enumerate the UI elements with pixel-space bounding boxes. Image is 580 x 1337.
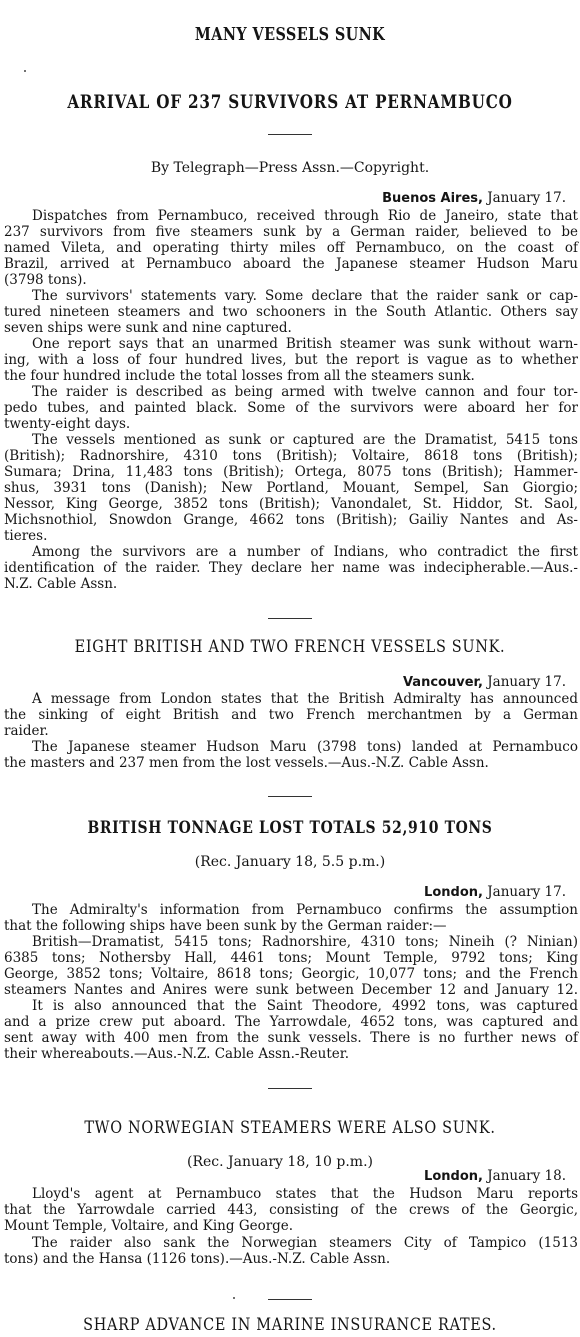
text-line: tieres.	[4, 528, 48, 544]
headline-british-tonnage-lost: BRITISH TONNAGE LOST TOTALS 52,910 TONS	[87, 818, 493, 838]
text-line: One report says that an unarmed British steamer was sunk without warn-	[32, 336, 578, 352]
text-line: 237 survivors from five steamers sunk by a German raider, believed to be	[4, 224, 578, 240]
text-line: British—Dramatist, 5415 tons; Radnorshire, 4310 tons; Nineih (? Ninian)	[32, 934, 578, 950]
text-line: that the Yarrowdale carried 443, consisting of the crews of the Georgic,	[4, 1202, 578, 1218]
text-line: pedo tubes, and painted black. Some of the survivors were aboard her for	[4, 400, 578, 416]
section-rule	[268, 796, 312, 797]
text-line: their whereabouts.—Aus.-N.Z. Cable Assn.-Reuter.	[4, 1046, 349, 1062]
dateline-london	[424, 1169, 566, 1184]
text-line: ing, with a loss of four hundred lives, but the report is vague as to whether	[4, 352, 578, 368]
received-time: (Rec. January 18, 5.5 p.m.)	[194, 854, 386, 870]
text-line: (3798 tons).	[4, 272, 87, 288]
text-line: the sinking of eight British and two French merchantmen by a German	[4, 707, 578, 723]
text-line: Michsnothiol, Snowdon Grange, 4662 tons (British); Gailiy Nantes and As-	[4, 512, 578, 528]
text-line: (British); Radnorshire, 4310 tons (British); Voltaire, 8618 tons (British);	[4, 448, 578, 464]
text-line: steamers Nantes and Anires were sunk between December 12 and January 12.	[4, 982, 578, 998]
text-line: seven ships were sunk and nine captured.	[4, 320, 292, 336]
dateline-date: January 18.	[487, 1168, 566, 1184]
text-line: named Vileta, and operating thirty miles off Pernambuco, on the coast of	[4, 240, 578, 256]
text-line: Nessor, King George, 3852 tons (British); Vanondalet, St. Hiddor, St. Saol,	[4, 496, 578, 512]
dateline-place: London,	[424, 885, 483, 900]
text-line: tons) and the Hansa (1126 tons).—Aus.-N.Z. Cable Assn.	[4, 1251, 391, 1267]
print-speck	[24, 70, 26, 72]
text-line: The Japanese steamer Hudson Maru (3798 tons) landed at Pernambuco	[32, 739, 578, 755]
text-line: that the following ships have been sunk by the German raider:—	[4, 918, 447, 934]
headline-many-vessels-sunk: MANY VESSELS SUNK	[194, 24, 386, 45]
section-rule	[268, 1088, 312, 1089]
dateline-date: January 17.	[487, 190, 566, 206]
text-line: 6385 tons; Nothersby Hall, 4461 tons; Mount Temple, 9792 tons; King	[4, 950, 578, 966]
dateline-london	[424, 885, 566, 900]
text-line: The survivors' statements vary. Some declare that the raider sank or cap-	[32, 288, 578, 304]
dateline-place: Buenos Aires,	[382, 191, 483, 206]
headline-two-norwegian-steamers: TWO NORWEGIAN STEAMERS WERE ALSO SUNK.	[84, 1118, 496, 1138]
text-line: George, 3852 tons; Voltaire, 8618 tons; Georgic, 10,077 tons; and the French	[4, 966, 578, 982]
credit-line: By Telegraph—Press Assn.—Copyright.	[150, 160, 430, 176]
dateline-vancouver	[403, 675, 566, 690]
text-line: the four hundred include the total losses from all the steamers sunk.	[4, 368, 475, 384]
dateline-place: Vancouver,	[402, 675, 483, 690]
text-line: It is also announced that the Saint Theodore, 4992 tons, was captured	[32, 998, 578, 1014]
text-line: identification of the raider. They declare her name was indecipherable.—Aus.-	[4, 560, 578, 576]
text-line: A message from London states that the British Admiralty has announced	[32, 691, 578, 707]
text-line: twenty-eight days.	[4, 416, 131, 432]
dateline-date: January 17.	[487, 674, 566, 690]
text-line: The Admiralty's information from Pernambuco confirms the assumption	[32, 902, 578, 918]
text-line: sent away with 400 men from the sunk vessels. There is no further news of	[4, 1030, 578, 1046]
section-rule	[268, 1299, 312, 1300]
text-line: Brazil, arrived at Pernambuco aboard the Japanese steamer Hudson Maru	[4, 256, 578, 272]
section-rule	[268, 134, 312, 135]
text-line: Sumara; Drina, 11,483 tons (British); Ortega, 8075 tons (British); Hammer-	[4, 464, 578, 480]
text-line: The vessels mentioned as sunk or captured are the Dramatist, 5415 tons	[32, 432, 578, 448]
subheadline-survivors: ARRIVAL OF 237 SURVIVORS AT PERNAMBUCO	[67, 91, 513, 113]
section-rule	[268, 618, 312, 619]
text-line: Among the survivors are a number of Indians, who contradict the first	[32, 544, 578, 560]
dateline-date: January 17.	[487, 884, 566, 900]
text-line: The raider is described as being armed with twelve cannon and four tor-	[32, 384, 578, 400]
text-line: and a prize crew put aboard. The Yarrowdale, 4652 tons, was captured and	[4, 1014, 578, 1030]
text-line: tured nineteen steamers and two schooners in the South Atlantic. Others say	[4, 304, 578, 320]
text-line: Lloyd's agent at Pernambuco states that the Hudson Maru reports	[32, 1186, 578, 1202]
text-line: Mount Temple, Voltaire, and King George.	[4, 1218, 294, 1234]
text-line: The raider also sank the Norwegian steamers City of Tampico (1513	[32, 1235, 578, 1251]
text-line: shus, 3931 tons (Danish); New Portland, Mouant, Sempel, San Giorgio;	[4, 480, 578, 496]
headline-marine-insurance: SHARP ADVANCE IN MARINE INSURANCE RATES.	[83, 1315, 497, 1335]
received-time: (Rec. January 18, 10 p.m.)	[187, 1154, 373, 1170]
print-speck	[233, 1297, 235, 1299]
dateline-place: London,	[424, 1169, 483, 1184]
text-line: raider.	[4, 723, 49, 739]
headline-eight-british-two-french: EIGHT BRITISH AND TWO FRENCH VESSELS SUNK.	[74, 637, 506, 657]
dateline-buenos-aires	[382, 191, 566, 206]
text-line: N.Z. Cable Assn.	[4, 576, 118, 592]
text-line: the masters and 237 men from the lost vessels.—Aus.-N.Z. Cable Assn.	[4, 755, 489, 771]
text-line: Dispatches from Pernambuco, received through Rio de Janeiro, state that	[32, 208, 578, 224]
